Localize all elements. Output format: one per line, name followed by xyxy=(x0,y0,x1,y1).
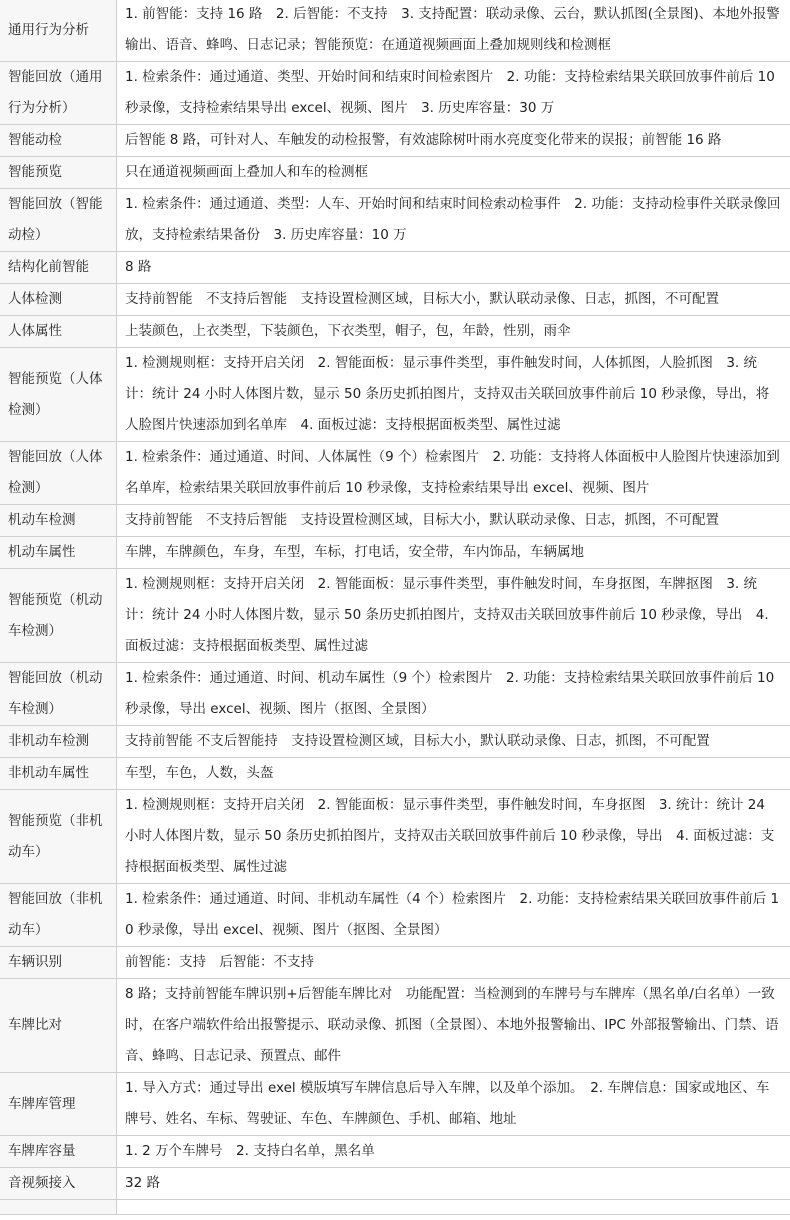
spec-key-cell: 车牌库容量 xyxy=(0,1136,117,1168)
empty-cell xyxy=(0,1200,117,1215)
spec-key-cell: 智能预览（非机动车） xyxy=(0,790,117,884)
spec-key-cell: 车牌比对 xyxy=(0,979,117,1073)
spec-value-cell: 1. 检测规则框：支持开启关闭 2. 智能面板：显示事件类型，事件触发时间，车身抠图，车牌抠图 3. 统计：统计 24 小时人体图片数，显示 50 条历史抓拍图片，支持双击关联回放事件前后 10 秒录像，导出 4. 面板过滤：支持根据面板类型、属性过滤 xyxy=(117,569,790,663)
table-row xyxy=(0,0,790,62)
table-row xyxy=(0,157,790,189)
spec-value-cell: 1. 检索条件：通过通道、时间、人体属性（9 个）检索图片 2. 功能：支持将人体面板中人脸图片快速添加到名单库，检索结果关联回放事件前后 10 秒录像，支持检索结果导出 excel、视频、图片 xyxy=(117,442,790,505)
spec-value-cell: 1. 导入方式：通过导出 exel 模版填写车牌信息后导入车牌，以及单个添加。 2. 车牌信息：国家或地区、车牌号、姓名、车标、驾驶证、车色、车牌颜色、手机、邮箱、地址 xyxy=(117,1073,790,1136)
spec-key-cell: 人体属性 xyxy=(0,316,117,348)
spec-value-cell: 8 路；支持前智能车牌识别+后智能车牌比对 功能配置：当检测到的车牌号与车牌库（黑名单/白名单）一致时，在客户端软件给出报警提示、联动录像、抓图（全景图）、本地外报警输出、IPC 外部报警输出、门禁、语音、蜂鸣、日志记录、预置点、邮件 xyxy=(117,979,790,1073)
spec-key-cell: 智能预览 xyxy=(0,157,117,189)
spec-value-cell: 支持前智能 不支持后智能 支持设置检测区域，目标大小，默认联动录像、日志，抓图，不可配置 xyxy=(117,284,790,316)
spec-key-cell: 非机动车检测 xyxy=(0,726,117,758)
table-row xyxy=(0,1073,790,1136)
spec-value-cell: 车型，车色，人数，头盔 xyxy=(117,758,790,790)
spec-value-cell: 后智能 8 路，可针对人、车触发的动检报警，有效滤除树叶雨水亮度变化带来的误报；前智能 16 路 xyxy=(117,125,790,157)
table-row xyxy=(0,884,790,947)
spec-value-cell: 8 路 xyxy=(117,252,790,284)
table-row xyxy=(0,442,790,505)
spec-key-cell: 车辆识别 xyxy=(0,947,117,979)
table-row xyxy=(0,125,790,157)
spec-value-cell: 支持前智能 不支持后智能 支持设置检测区域，目标大小，默认联动录像、日志，抓图，不可配置 xyxy=(117,505,790,537)
spec-key-cell: 机动车检测 xyxy=(0,505,117,537)
table-row xyxy=(0,569,790,663)
spec-value-cell: 1. 2 万个车牌号 2. 支持白名单，黑名单 xyxy=(117,1136,790,1168)
spec-value-cell: 1. 检索条件：通过通道、类型：人车、开始时间和结束时间检索动检事件 2. 功能：支持动检事件关联录像回放，支持检索结果备份 3. 历史库容量：10 万 xyxy=(117,189,790,252)
table-row xyxy=(0,348,790,442)
spec-key-cell: 人体检测 xyxy=(0,284,117,316)
spec-key-cell: 结构化前智能 xyxy=(0,252,117,284)
spec-key-cell: 机动车属性 xyxy=(0,537,117,569)
spec-value-cell: 前智能：支持 后智能：不支持 xyxy=(117,947,790,979)
spec-key-cell: 智能回放（通用行为分析） xyxy=(0,62,117,125)
table-row xyxy=(0,1168,790,1200)
spec-key-cell: 智能回放（机动车检测） xyxy=(0,663,117,726)
table-row xyxy=(0,947,790,979)
spec-key-cell: 智能预览（人体检测） xyxy=(0,348,117,442)
table-row xyxy=(0,758,790,790)
spec-key-cell: 智能回放（智能动检） xyxy=(0,189,117,252)
table-row xyxy=(0,505,790,537)
spec-value-cell: 32 路 xyxy=(117,1168,790,1200)
spec-value-cell: 1. 检测规则框：支持开启关闭 2. 智能面板：显示事件类型，事件触发时间，车身抠图 3. 统计：统计 24 小时人体图片数，显示 50 条历史抓拍图片，支持双击关联回放事件前后 10 秒录像，导出 4. 面板过滤：支持根据面板类型、属性过滤 xyxy=(117,790,790,884)
spec-key-cell: 智能回放（非机动车） xyxy=(0,884,117,947)
spec-value-cell: 1. 检索条件：通过通道、时间、非机动车属性（4 个）检索图片 2. 功能：支持检索结果关联回放事件前后 10 秒录像，导出 excel、视频、图片（抠图、全景图） xyxy=(117,884,790,947)
spec-key-cell: 非机动车属性 xyxy=(0,758,117,790)
spec-key-cell: 通用行为分析 xyxy=(0,0,117,62)
spec-value-cell: 上装颜色，上衣类型，下装颜色，下衣类型，帽子，包，年龄，性别，雨伞 xyxy=(117,316,790,348)
table-row xyxy=(0,284,790,316)
table-row xyxy=(0,726,790,758)
spec-value-cell: 支持前智能 不支后智能持 支持设置检测区域，目标大小，默认联动录像、日志，抓图，不可配置 xyxy=(117,726,790,758)
table-row xyxy=(0,316,790,348)
empty-cell xyxy=(117,1200,790,1215)
table-row xyxy=(0,189,790,252)
table-row xyxy=(0,252,790,284)
table-row xyxy=(0,979,790,1073)
spec-value-cell: 1. 检测规则框：支持开启关闭 2. 智能面板：显示事件类型，事件触发时间，人体抓图，人脸抓图 3. 统计：统计 24 小时人体图片数，显示 50 条历史抓拍图片，支持双击关联回放事件前后 10 秒录像，导出，将人脸图片快速添加到名单库 4. 面板过滤：支持根据面板类型、属性过滤 xyxy=(117,348,790,442)
spec-value-cell: 1. 前智能：支持 16 路 2. 后智能：不支持 3. 支持配置：联动录像、云台，默认抓图(全景图)、本地外报警输出、语音、蜂鸣、日志记录；智能预览：在通道视频画面上叠加规则线和检测框 xyxy=(117,0,790,62)
spec-key-cell: 智能动检 xyxy=(0,125,117,157)
table-row xyxy=(0,663,790,726)
spec-value-cell: 1. 检索条件：通过通道、类型、开始时间和结束时间检索图片 2. 功能：支持检索结果关联回放事件前后 10 秒录像，支持检索结果导出 excel、视频、图片 3. 历史库容量：30 万 xyxy=(117,62,790,125)
spec-value-cell: 只在通道视频画面上叠加人和车的检测框 xyxy=(117,157,790,189)
spec-key-cell: 车牌库管理 xyxy=(0,1073,117,1136)
table-row-partial xyxy=(0,1200,790,1215)
table-row xyxy=(0,62,790,125)
spec-key-cell: 智能预览（机动车检测） xyxy=(0,569,117,663)
table-row xyxy=(0,790,790,884)
table-row xyxy=(0,1136,790,1168)
spec-value-cell: 1. 检索条件：通过通道、时间、机动车属性（9 个）检索图片 2. 功能：支持检索结果关联回放事件前后 10 秒录像，导出 excel、视频、图片（抠图、全景图） xyxy=(117,663,790,726)
spec-key-cell: 音视频接入 xyxy=(0,1168,117,1200)
spec-value-cell: 车牌，车牌颜色，车身，车型，车标，打电话，安全带，车内饰品，车辆属地 xyxy=(117,537,790,569)
table-row xyxy=(0,537,790,569)
spec-key-cell: 智能回放（人体检测） xyxy=(0,442,117,505)
